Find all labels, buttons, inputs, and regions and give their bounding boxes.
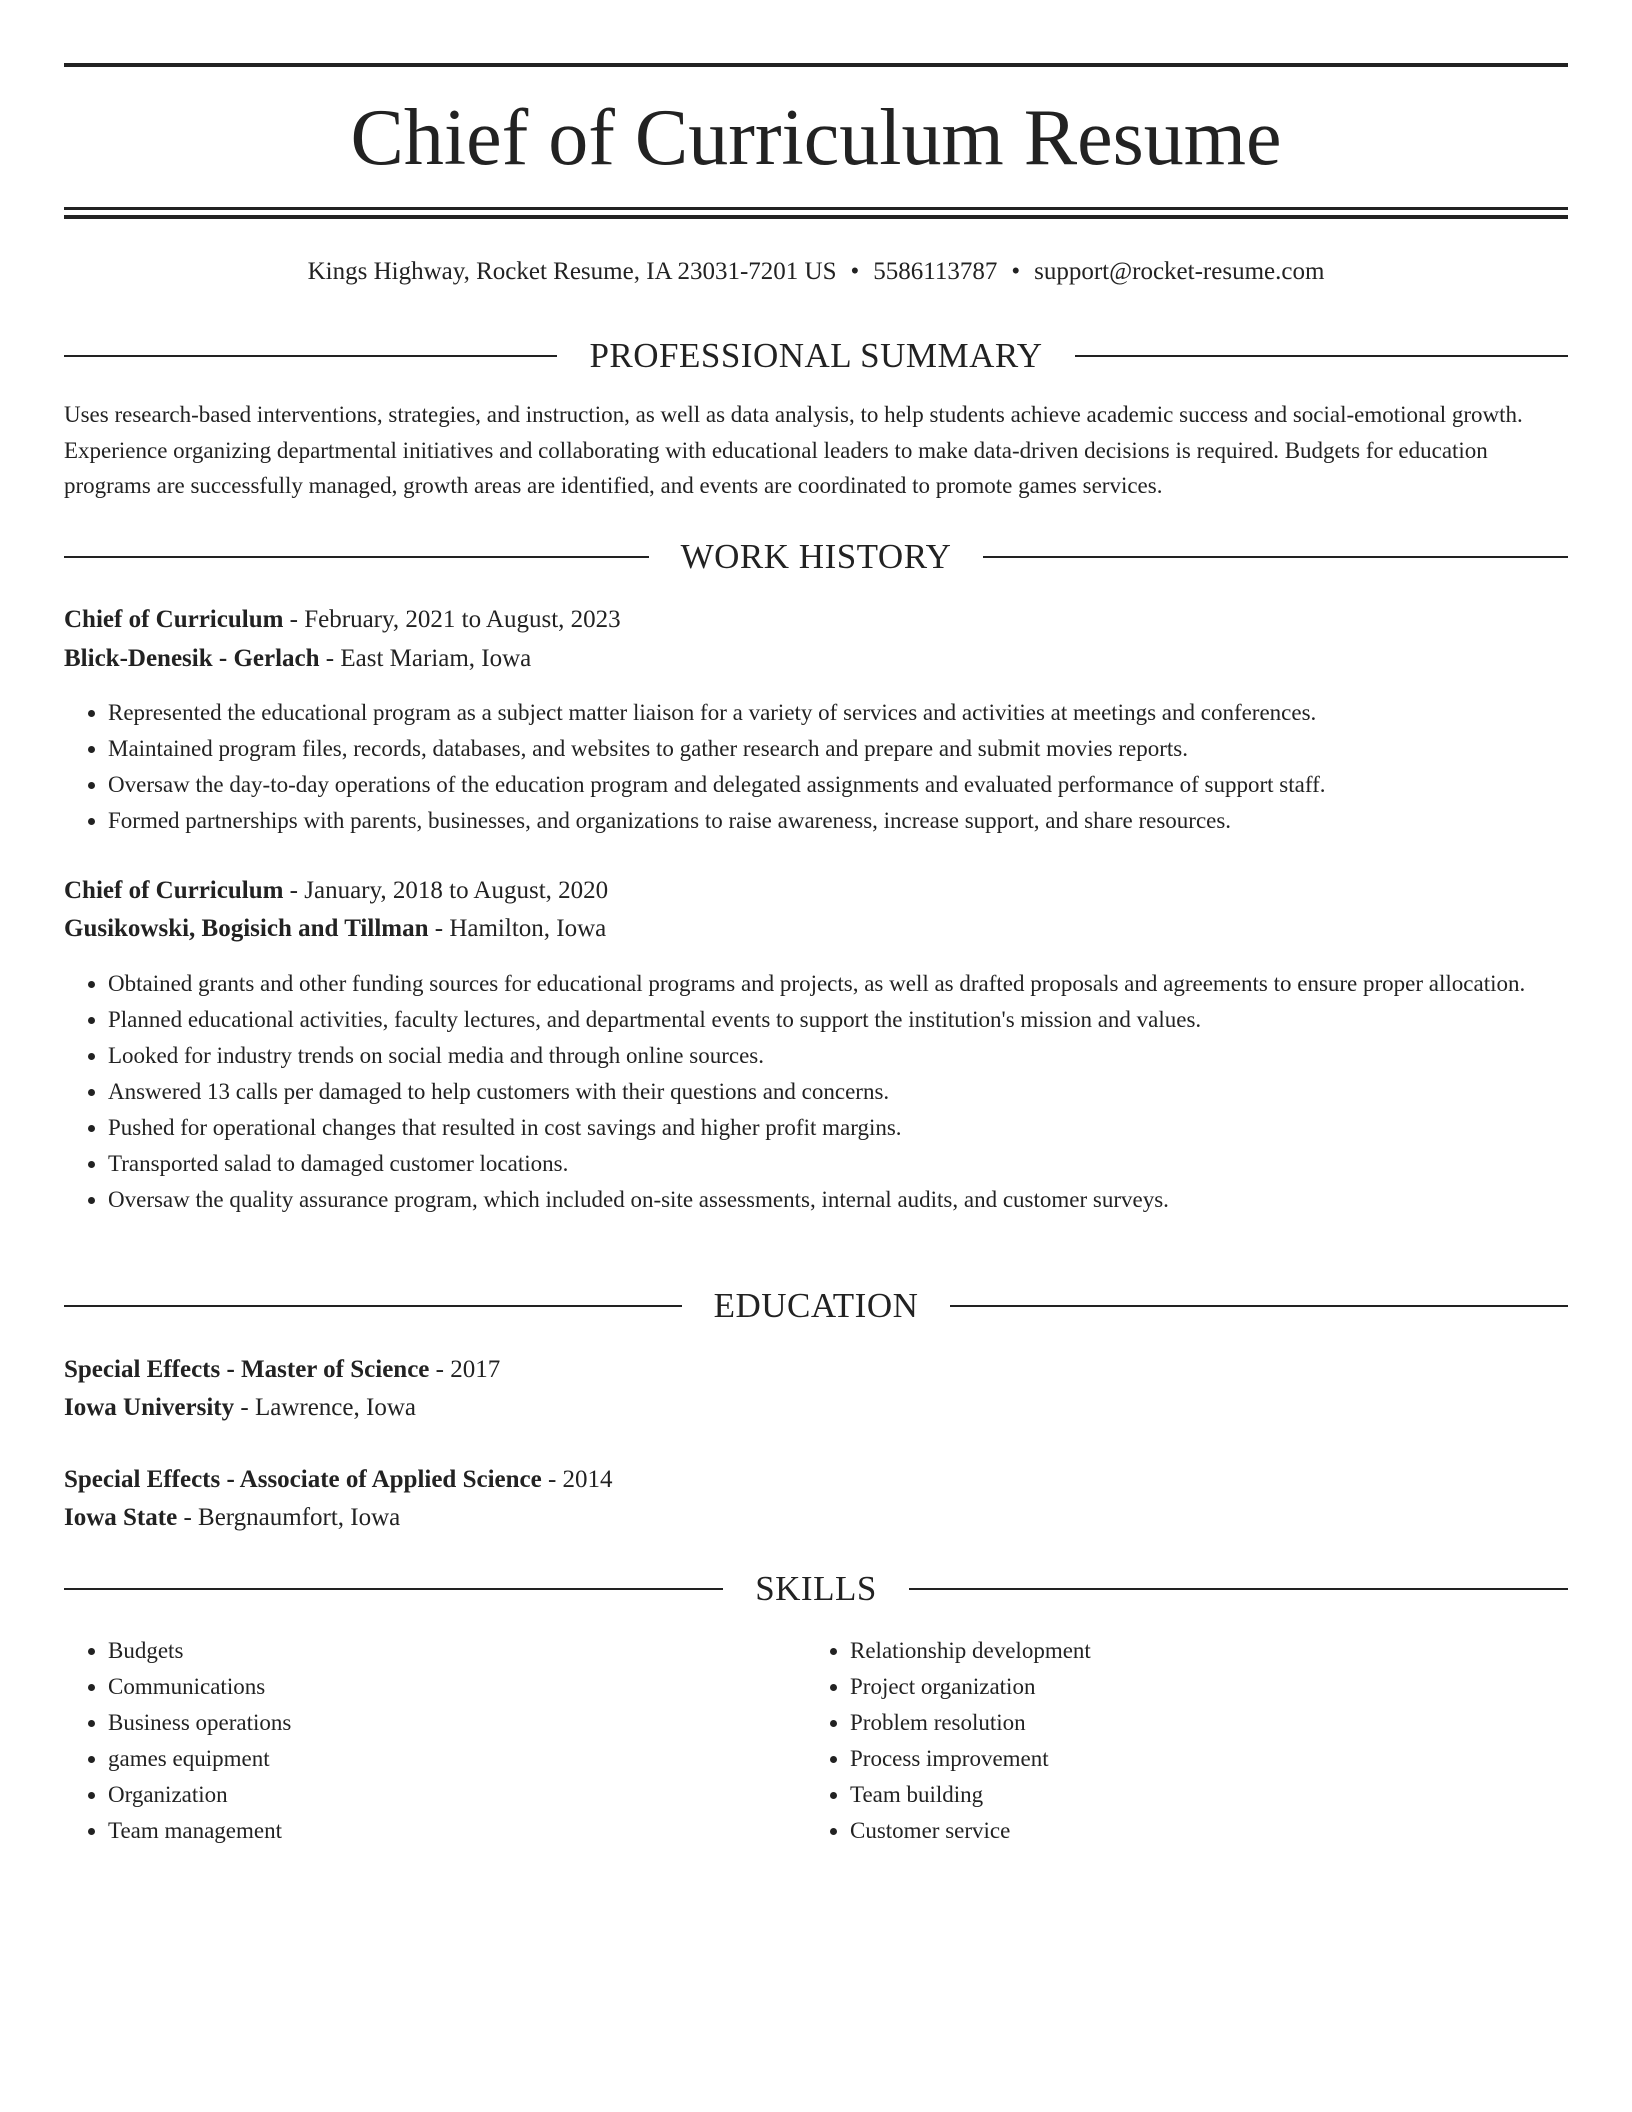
school: Iowa University (64, 1394, 235, 1421)
school: Iowa State (64, 1504, 178, 1531)
job-company: Blick-Denesik - Gerlach (64, 645, 320, 672)
skills-list-right (806, 1633, 1550, 1849)
school-line (64, 1390, 1568, 1426)
list-item: • Business operations (108, 1705, 808, 1741)
list-item: • Relationship development (850, 1633, 1550, 1669)
job-bullet-list (64, 966, 1612, 1218)
list-item: • Answered 13 calls per damaged to help customers with their questions and concerns. (108, 1074, 1612, 1110)
degree-line (64, 1462, 1568, 1498)
list-item: • Maintained program files, records, databases, and websites to gather research and prepare and submit movies reports. (108, 731, 1612, 767)
heading-rule-left (64, 355, 557, 357)
heading-rule-left (64, 1588, 723, 1590)
job-title: Chief of Curriculum (64, 877, 284, 904)
skills-heading-text: SKILLS (755, 1569, 877, 1608)
contact-separator: • (850, 258, 860, 285)
list-item: • Pushed for operational changes that resulted in cost savings and higher profit margins. (108, 1110, 1612, 1146)
job-dates: - January, 2018 to August, 2020 (283, 877, 609, 904)
work-heading (64, 535, 1568, 579)
job-dates: - February, 2021 to August, 2023 (283, 606, 621, 633)
work-heading-text: WORK HISTORY (680, 537, 952, 576)
title-double-rule-lower (64, 215, 1568, 219)
degree-year: - 2014 (541, 1466, 613, 1493)
list-item: • Problem resolution (850, 1705, 1550, 1741)
heading-rule-right (983, 556, 1568, 558)
list-item: • Represented the educational program as a subject matter liaison for a variety of services and activities at meetings and conferences. (108, 695, 1612, 731)
heading-rule-left (64, 556, 649, 558)
title-double-rule-upper (64, 207, 1568, 210)
skills-list-left (64, 1633, 808, 1849)
school-location: - Lawrence, Iowa (234, 1394, 416, 1421)
heading-rule-right (950, 1305, 1568, 1307)
job-location: - Hamilton, Iowa (428, 915, 607, 942)
list-item: • Organization (108, 1777, 808, 1813)
education-heading-text: EDUCATION (713, 1286, 919, 1325)
list-item: • Oversaw the quality assurance program, which included on-site assessments, internal audits, and customer surveys. (108, 1182, 1612, 1218)
list-item: • Transported salad to damaged customer locations. (108, 1146, 1612, 1182)
list-item: • Communications (108, 1669, 808, 1705)
school-line (64, 1500, 1568, 1536)
degree-year: - 2017 (429, 1356, 501, 1383)
summary-text: Uses research-based interventions, strategies, and instruction, as well as data analysis, to help students achieve academic success and social-emotional growth. Experience organizing departmental initiatives and collaborating with educational leaders to make data-driven decisions is required. Budgets for education programs are successfully managed, growth areas are identified, and events are coordinated to promote games services. (64, 402, 1523, 498)
list-item: • Formed partnerships with parents, businesses, and organizations to raise awareness, increase support, and share resources. (108, 803, 1612, 839)
list-item: • Process improvement (850, 1741, 1550, 1777)
heading-rule-right (909, 1588, 1568, 1590)
contact-separator: • (1011, 258, 1021, 285)
resume-title: Chief of Curriculum Resume (350, 94, 1282, 182)
education-heading (64, 1284, 1568, 1328)
job-company-line (64, 641, 1568, 677)
school-location: - Bergnaumfort, Iowa (177, 1504, 401, 1531)
list-item: • Budgets (108, 1633, 808, 1669)
summary-heading-text: PROFESSIONAL SUMMARY (589, 336, 1043, 375)
contact-email: support@rocket-resume.com (1034, 258, 1325, 285)
skills-heading (64, 1567, 1568, 1611)
top-rule (64, 63, 1568, 67)
job-title-line (64, 602, 1568, 638)
contact-line (64, 254, 1568, 290)
job-bullet-list (64, 695, 1612, 839)
list-item: • Team building (850, 1777, 1550, 1813)
list-item: • games equipment (108, 1741, 808, 1777)
heading-rule-left (64, 1305, 682, 1307)
list-item: • Customer service (850, 1813, 1550, 1849)
contact-phone: 5586113787 (873, 258, 998, 285)
job-title: Chief of Curriculum (64, 606, 284, 633)
list-item: • Planned educational activities, faculty lectures, and departmental events to support the institution's mission and values. (108, 1002, 1612, 1038)
contact-address: Kings Highway, Rocket Resume, IA 23031-7201 US (307, 258, 837, 285)
list-item: • Obtained grants and other funding sources for educational programs and projects, as well as drafted proposals and agreements to ensure proper allocation. (108, 966, 1612, 1002)
job-company: Gusikowski, Bogisich and Tillman (64, 915, 429, 942)
list-item: • Looked for industry trends on social media and through online sources. (108, 1038, 1612, 1074)
list-item: • Team management (108, 1813, 808, 1849)
job-company-line (64, 911, 1568, 947)
degree-line (64, 1352, 1568, 1388)
summary-heading (64, 334, 1568, 378)
list-item: • Project organization (850, 1669, 1550, 1705)
list-item: • Oversaw the day-to-day operations of the education program and delegated assignments and evaluated performance of support staff. (108, 767, 1612, 803)
degree: Special Effects - Associate of Applied Science (64, 1466, 542, 1493)
degree: Special Effects - Master of Science (64, 1356, 430, 1383)
job-location: - East Mariam, Iowa (319, 645, 532, 672)
job-title-line (64, 873, 1568, 909)
heading-rule-right (1075, 355, 1568, 357)
